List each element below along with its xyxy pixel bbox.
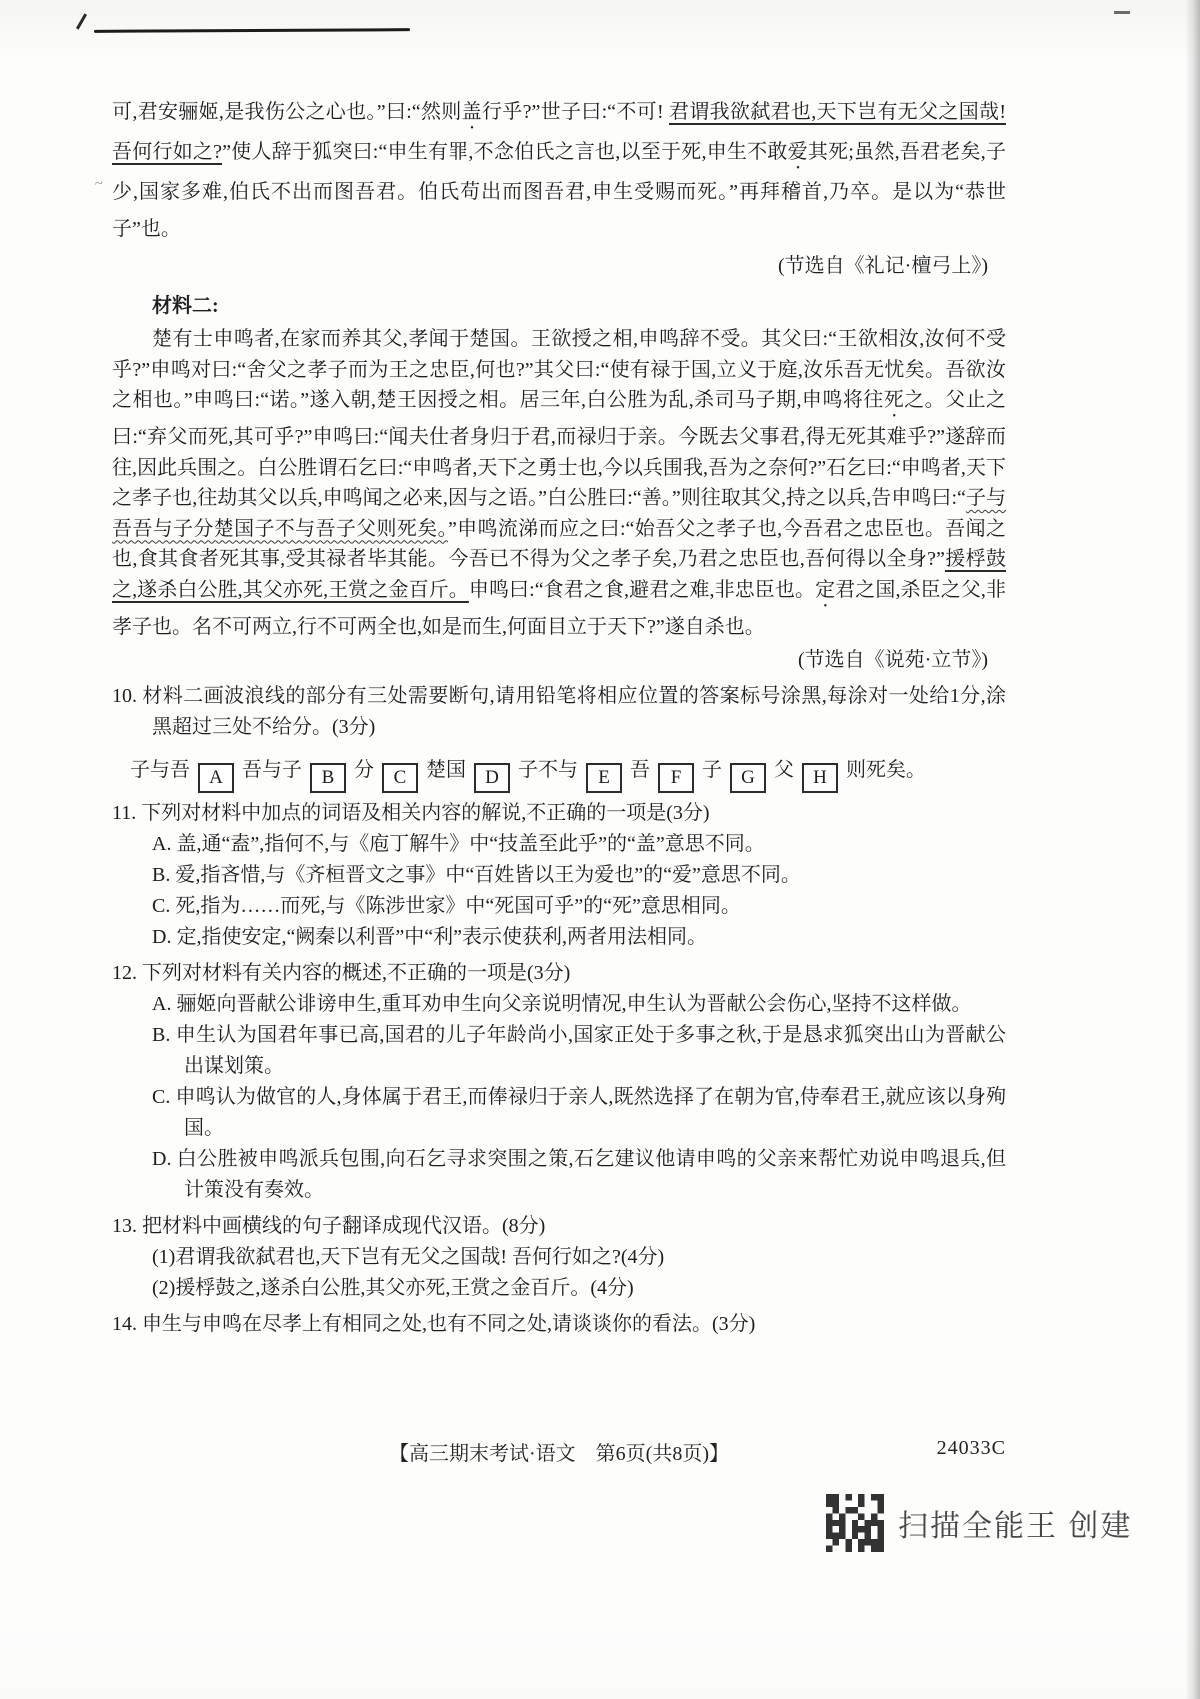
scan-artifact-corner — [1114, 11, 1130, 14]
text-segment: 之。父止之曰:“弃父而死,其可乎?”申鸣曰:“闻夫仕者身归于君,而禄归于亲。今既去父事君,得无死其难乎?”遂辞而往,因此兵围之。白公胜谓石乞曰:“申鸣者,天下之勇士也,今以兵围我,吾为之奈何?”石乞曰:“申鸣者,天下之孝子也,往劫其父以兵,申鸣闻之必来,因与之语。”白公胜曰:“善。”则往取其父,持之以兵,告申鸣曰:“ — [112, 389, 1007, 509]
question-12 — [112, 958, 1006, 1206]
underlined-translation-sentence-1: 君谓我欲弑君也,天下岂有无父之国哉! 吾何行如之? — [112, 101, 1007, 163]
scan-artifact-stray-mark: ~ — [93, 175, 105, 193]
answer-box-G: G — [730, 763, 766, 793]
segmentation-text: 则死矣。 — [846, 759, 926, 781]
question-13-item-2: (2)援桴鼓之,遂杀白公胜,其父亦死,王赏之金百斤。(4分) — [152, 1277, 634, 1299]
question-13-stem: 13. 把材料中画横线的句子翻译成现代汉语。(8分) — [112, 1215, 546, 1237]
segmentation-text: 父 — [774, 759, 794, 781]
dotted-term-ding: 定 — [815, 578, 836, 601]
scan-edge-shadow — [1185, 0, 1200, 1699]
material2-paragraph — [112, 324, 1006, 642]
scan-artifact-top-line — [94, 28, 410, 33]
material1-source: (节选自《礼记·檀弓上》) — [778, 255, 988, 277]
camscanner-watermark-text: 扫描全能王 创建 — [898, 1510, 1133, 1543]
question-12-option-C: C. 申鸣认为做官的人,身体属于君王,而俸禄归于亲人,既然选择了在朝为官,侍奉君王,就应该以身殉国。 — [152, 1086, 1006, 1139]
question-12-option-D: D. 白公胜被申鸣派兵包围,向石乞寻求突围之策,石乞建议他请申鸣的父亲来帮忙劝说申鸣退兵,但计策没有奏效。 — [152, 1148, 1006, 1201]
exam-content — [112, 94, 1006, 1340]
material2-heading: 材料二: — [152, 295, 219, 317]
material2-source: (节选自《说苑·立节》) — [798, 649, 988, 671]
segmentation-text: 楚国 — [426, 759, 466, 781]
question-14-stem: 14. 申生与申鸣在尽孝上有相同之处,也有不同之处,请谈谈你的看法。(3分) — [112, 1313, 756, 1335]
question-12-option-B: B. 申生认为国君年事已高,国君的儿子年龄尚小,国家正处于多事之秋,于是恳求狐突出山为晋献公出谋划策。 — [152, 1024, 1006, 1077]
question-11-option-A: A. 盖,通“盍”,指何不,与《庖丁解牛》中“技盖至此乎”的“盖”意思不同。 — [152, 833, 765, 855]
question-11-option-D: D. 定,指使安定,“阙秦以利晋”中“利”表示使获利,两者用法相同。 — [152, 926, 707, 948]
segmentation-text: 分 — [354, 759, 374, 781]
text-segment: 其死;虽然,吾君老矣,子少,国家多难,伯氏不出而图吾君。伯氏苟出而图吾君,申生受赐而死。”再拜稽首,乃卒。是以为“恭世子”也。 — [112, 141, 1007, 240]
question-13 — [112, 1211, 1006, 1304]
question-11 — [112, 798, 1006, 953]
text-segment: 行乎?”世子曰:“不可! — [481, 101, 669, 123]
camscanner-watermark — [826, 1494, 1132, 1552]
scan-artifact-tick — [76, 13, 87, 29]
answer-box-A: A — [198, 763, 234, 793]
answer-box-C: C — [382, 763, 418, 793]
segmentation-text: 子 — [702, 759, 722, 781]
answer-box-F: F — [658, 763, 694, 793]
footer-exam-label: 【高三期末考试·语文 第6页(共8页)】 — [389, 1443, 729, 1465]
page-footer — [112, 1437, 1006, 1467]
question-11-options — [112, 829, 1006, 953]
text-segment: ”申鸣流涕而应之曰:“始吾父之孝子也,今吾君之忠臣也。吾闻之也,食其食者死其事,受其禄者毕其能。今吾已不得为父之孝子矣,乃君之忠臣也,吾何得以全身?” — [112, 517, 1007, 570]
dotted-term-si: 死 — [883, 389, 905, 411]
question-10-segmentation-line — [112, 749, 1006, 793]
wavy-underlined-segmentation-clause: 子与吾吾与子分楚国子不与吾子父则死矣。 — [112, 487, 1007, 540]
segmentation-text: 子与吾 — [130, 759, 190, 781]
question-11-stem: 11. 下列对材料中加点的词语及相关内容的解说,不正确的一项是(3分) — [112, 802, 710, 824]
question-13-item-1: (1)君谓我欲弑君也,天下岂有无父之国哉! 吾何行如之?(4分) — [152, 1246, 665, 1268]
question-11-option-B: B. 爱,指吝惜,与《齐桓晋文之事》中“百姓皆以王为爱也”的“爱”意思不同。 — [152, 864, 801, 886]
underlined-translation-sentence-2: 援桴鼓之,遂杀白公胜,其父亦死,王赏之金百斤。 — [112, 548, 1006, 601]
camscanner-qr-icon — [826, 1494, 884, 1552]
question-12-options — [112, 989, 1006, 1206]
segmentation-text: 子不与 — [518, 759, 578, 781]
question-12-stem: 12. 下列对材料有关内容的概述,不正确的一项是(3分) — [112, 962, 571, 984]
footer-paper-code: 24033C — [936, 1437, 1006, 1459]
dotted-term-gai: 盖 — [461, 101, 482, 123]
question-10 — [112, 681, 1006, 793]
text-segment: 楚有士申鸣者,在家而养其父,孝闻于楚国。王欲授之相,申鸣辞不受。其父曰:“王欲相汝,汝何不受乎?”申鸣对曰:“舍父之孝子而为王之忠臣,何也?”其父曰:“使有禄于国,立义于庭,汝乐吾无忧矣。吾欲汝之相也。”申鸣曰:“诺。”遂入朝,楚王因授之相。居三年,白公胜为乱,杀司马子期,申鸣将往 — [112, 328, 1006, 411]
question-10-stem: 10. 材料二画波浪线的部分有三处需要断句,请用铅笔将相应位置的答案标号涂黑,每涂对一处给1分,涂黑超过三处不给分。(3分) — [112, 685, 1006, 738]
text-segment: 可,君安骊姬,是我伤公之心也。”曰:“然则 — [112, 101, 462, 123]
answer-box-D: D — [474, 763, 510, 793]
segmentation-text: 吾 — [630, 759, 650, 781]
dotted-term-ai: 爱 — [787, 141, 808, 163]
question-12-option-A: A. 骊姬向晋献公诽谤申生,重耳劝申生向父亲说明情况,申生认为晋献公会伤心,坚持不这样做。 — [152, 993, 972, 1015]
segmentation-text: 吾与子 — [242, 759, 302, 781]
answer-box-H: H — [802, 763, 838, 793]
answer-box-E: E — [586, 763, 622, 793]
question-13-items — [112, 1242, 1006, 1304]
material1-paragraph — [112, 94, 1006, 248]
question-14 — [112, 1309, 1006, 1340]
question-11-option-C: C. 死,指为……而死,与《陈涉世家》中“死国可乎”的“死”意思相同。 — [152, 895, 741, 917]
text-segment: ”使人辞于狐突曰:“申生有罪,不念伯氏之言也,以至于死,申生不敢 — [222, 141, 788, 163]
answer-box-B: B — [310, 763, 346, 793]
text-segment: 君之国,杀臣之父,非孝子也。名不可两立,行不可两全也,如是而生,何面目立于天下?”遂自杀也。 — [112, 578, 1007, 638]
text-segment: 申鸣曰:“食君之食,避君之难,非忠臣也。 — [468, 578, 816, 601]
